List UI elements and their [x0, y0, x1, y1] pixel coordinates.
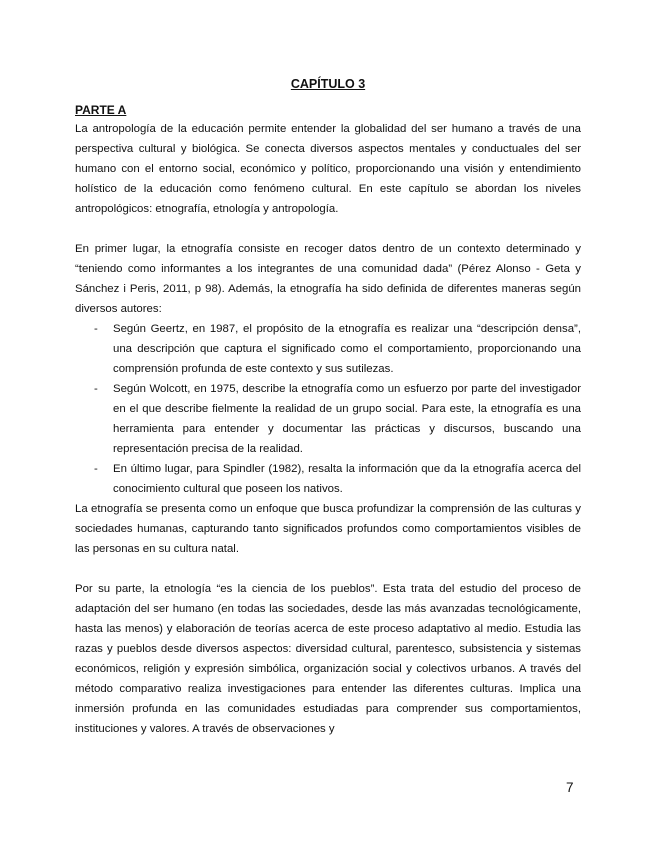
chapter-title: CAPÍTULO 3: [290, 77, 366, 91]
list-item: [75, 379, 581, 459]
list-item-text: Según Wolcott, en 1975, describe la etnografía como un esfuerzo por parte del investigador en el que describe fielmente la realidad de un grupo social. Para este, la etnografía es una herramienta para entender y documentar las prácticas y discursos, buscando una representación precisa de la realidad.: [113, 383, 581, 455]
intro-paragraph: La antropología de la educación permite entender la globalidad del ser humano a través de una perspectiva cultural y biológica. Se conecta diversos aspectos mentales y conductuales del ser humano con el entorno social, económico y político, proporcionando una visión y entendimiento holístico de la educación como fenómeno cultural. En este capítulo se abordan los niveles antropológicos: etnografía, etnología y antropología.: [75, 123, 581, 215]
list-dash: -: [94, 463, 98, 475]
list-item: [75, 319, 581, 379]
paragraph-spacer: [75, 559, 581, 579]
list-dash: -: [94, 323, 98, 335]
paragraph-spacer: [75, 219, 581, 239]
page-content: [75, 74, 581, 739]
list-item: [75, 459, 581, 499]
authors-list: [75, 319, 581, 499]
list-item-text: Según Geertz, en 1987, el propósito de la etnografía es realizar una “descripción densa”, una descripción que captura el significado como el comportamiento, proporcionando una comprensión profunda de este contexto y sus sutilezas.: [113, 323, 581, 375]
part-title: PARTE A: [75, 103, 127, 117]
list-item-text: En último lugar, para Spindler (1982), resalta la información que da la etnografía acerca del conocimiento cultural que poseen los nativos.: [113, 463, 581, 495]
ethnography-paragraph: En primer lugar, la etnografía consiste en recoger datos dentro de un contexto determinado y “teniendo como informantes a los integrantes de una comunidad dada” (Pérez Alonso - Geta y Sánchez i Peris, 2011, p 98). Además, la etnografía ha sido definida de diferentes maneras según diversos autores:: [75, 243, 581, 315]
page-number: 7: [566, 780, 574, 795]
list-dash: -: [94, 383, 98, 395]
ethnography-summary-paragraph: La etnografía se presenta como un enfoque que busca profundizar la comprensión de las culturas y sociedades humanas, capturando tanto significados profundos como comportamientos visibles de las personas en su cultura natal.: [75, 503, 581, 555]
ethnology-paragraph: Por su parte, la etnología “es la ciencia de los pueblos”. Esta trata del estudio del proceso de adaptación del ser humano (en todas las sociedades, desde las más avanzadas tecnológicamente, hasta las menos) y elaboración de teorías acerca de este proceso adaptativo al medio. Estudia las razas y pueblos desde diversos aspectos: diversidad cultural, parentesco, subsistencia y sistemas económicos, religión y expresión simbólica, organización social y colectivos urbanos. A través del método comparativo realiza investigaciones para entender las diferentes culturas. Implica una inmersión profunda en las comunidades estudiadas para comprender sus comportamientos, instituciones y valores. A través de observaciones y: [75, 583, 581, 735]
